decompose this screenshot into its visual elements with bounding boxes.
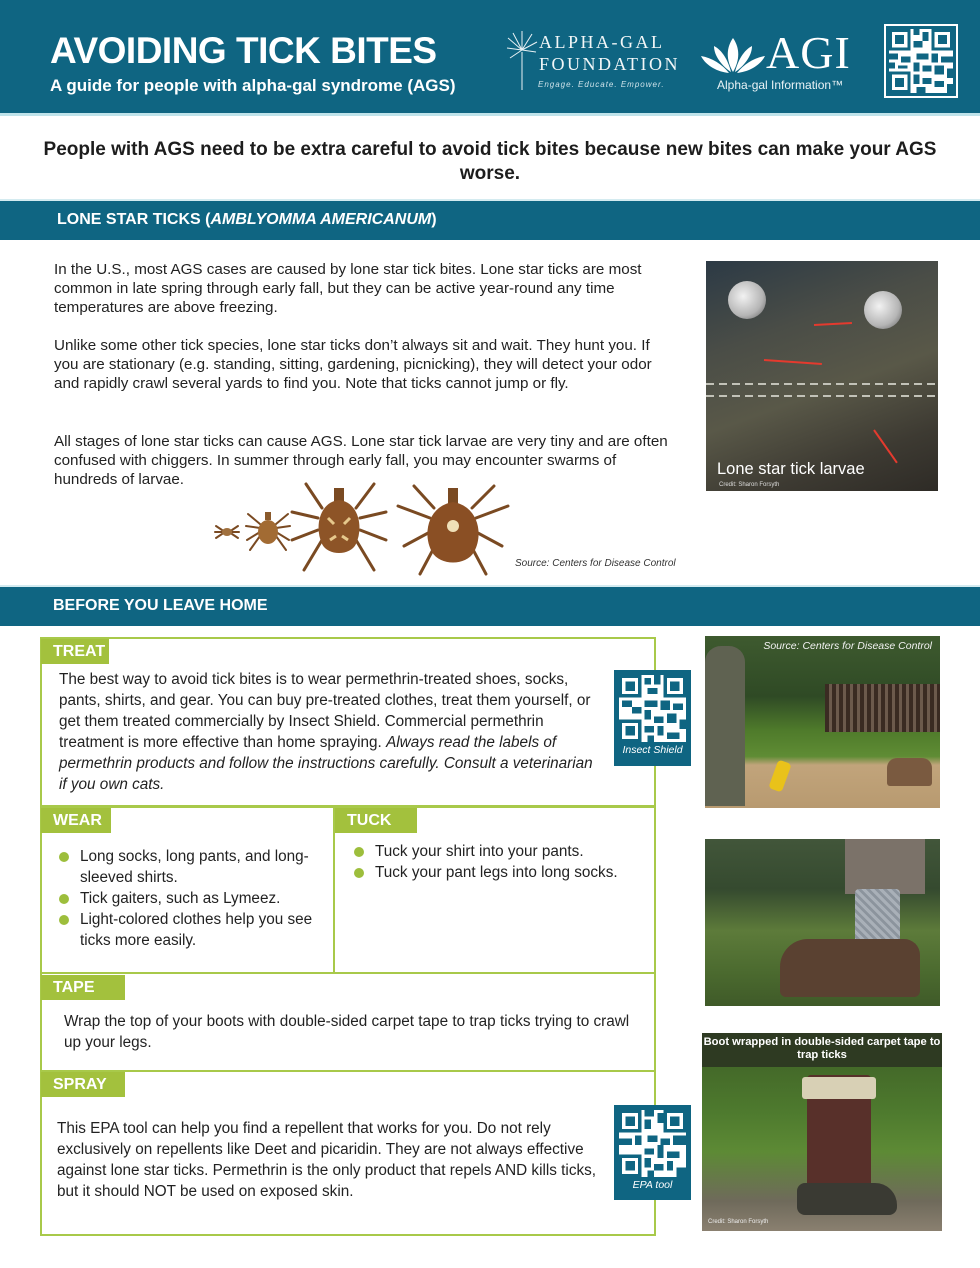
red-arrow-marker bbox=[764, 359, 822, 365]
agf-name-line1: ALPHA-GAL bbox=[539, 32, 665, 52]
taped-boot-photo bbox=[702, 1033, 942, 1231]
list-item: Tick gaiters, such as Lymeez. bbox=[54, 888, 324, 909]
tuck-tag: TUCK bbox=[335, 808, 417, 833]
bullet-icon bbox=[354, 847, 364, 857]
qr-label: EPA tool bbox=[632, 1179, 673, 1191]
tape-tag: TAPE bbox=[41, 975, 125, 1000]
treat-tag: TREAT bbox=[41, 639, 109, 664]
spray-tag: SPRAY bbox=[41, 1072, 125, 1097]
agf-tagline: Engage. Educate. Empower. bbox=[538, 80, 665, 89]
carpet-tape-wrap bbox=[802, 1077, 876, 1099]
section-header-before-you-leave-home bbox=[0, 585, 980, 626]
hiking-boot bbox=[780, 939, 920, 997]
permethrin-spraying-photo bbox=[705, 636, 940, 808]
qr-label: Insect Shield bbox=[622, 744, 683, 756]
lone-star-paragraph-3: All stages of lone star ticks can cause AGS. Lone star tick larvae are very tiny and are often confused with chiggers. In summer through early fall, you may encounter swarms of hundreds of larvae. bbox=[54, 433, 668, 488]
qr-code-icon bbox=[889, 29, 953, 93]
photo-source: Source: Centers for Disease Control bbox=[763, 640, 932, 652]
fence bbox=[825, 684, 940, 732]
boot-foot bbox=[797, 1183, 897, 1215]
red-arrow-marker bbox=[814, 322, 852, 326]
dandelion-icon bbox=[505, 30, 539, 92]
header-banner bbox=[0, 0, 980, 116]
wear-list bbox=[54, 846, 324, 951]
alpha-gal-foundation-logo[interactable] bbox=[505, 30, 690, 92]
photo-credit: Credit: Sharon Forsyth bbox=[719, 482, 780, 488]
bullet-icon bbox=[59, 915, 69, 925]
qr-code-icon bbox=[619, 675, 686, 742]
tuck-list bbox=[349, 841, 649, 883]
bullet-icon bbox=[59, 852, 69, 862]
agf-name-line2: FOUNDATION bbox=[539, 54, 680, 74]
tick-larvae-photo bbox=[706, 261, 938, 491]
tucked-pants-photo bbox=[705, 839, 940, 1006]
list-item: Tuck your shirt into your pants. bbox=[349, 841, 649, 862]
agi-tagline: Alpha-gal Information™ bbox=[717, 78, 844, 92]
intro-statement: People with AGS need to be extra careful to avoid tick bites because new bites can make your AGS worse. bbox=[43, 139, 937, 184]
header-qr-code[interactable] bbox=[884, 24, 958, 98]
lone-star-paragraph-1: In the U.S., most AGS cases are caused by lone star tick bites. Lone star ticks are most common in late spring through early fall, but they can be active year-round any time temperatures are above freezing. bbox=[54, 261, 642, 316]
tape-text: Wrap the top of your boots with double-sided carpet tape to trap ticks trying to crawl up your legs. bbox=[64, 1013, 630, 1051]
list-item: Long socks, long pants, and long-sleeved shirts. bbox=[54, 846, 324, 888]
boot-stitching bbox=[706, 395, 938, 397]
insect-shield-qr-card[interactable] bbox=[614, 670, 691, 766]
epa-tool-qr-card[interactable] bbox=[614, 1105, 691, 1200]
wear-tag: WEAR bbox=[41, 808, 111, 833]
list-item: Light-colored clothes help you see ticks more easily. bbox=[54, 909, 324, 951]
photo-credit: Credit: Sharon Forsyth bbox=[708, 1219, 769, 1225]
spray-text: This EPA tool can help you find a repellent that works for you. Do not rely exclusively on repellents like Deet and picaridin. They are not always effective against lone star ticks. Permethrin is the only product that repels AND kills ticks, but it should NOT be used on exposed skin. bbox=[57, 1120, 597, 1200]
section-title: LONE STAR TICKS (AMBLYOMMA AMERICANUM) bbox=[57, 211, 437, 228]
treat-text: The best way to avoid tick bites is to wear permethrin-treated shoes, socks, pants, shirts, and gear. You can buy pre-treated clothes, treat them yourself, or get them treated commercially by Insect Shield. Commercial permethrin treatment is more effective than home spraying. Always read the labels of permethrin products and follow the instructions carefully. Consult a veterinarian if you own cats. bbox=[59, 671, 593, 793]
agi-wordmark: AGI bbox=[766, 27, 851, 78]
red-arrow-marker bbox=[873, 429, 898, 463]
spray-can bbox=[768, 760, 791, 793]
page-subtitle: A guide for people with alpha-gal syndrome (AGS) bbox=[50, 76, 456, 95]
qr-code-icon bbox=[619, 1110, 686, 1177]
photo-banner: Boot wrapped in double-sided carpet tape to trap ticks bbox=[702, 1033, 942, 1067]
lotus-icon bbox=[700, 36, 766, 76]
agi-logo[interactable] bbox=[700, 27, 870, 94]
lone-star-paragraph-2: Unlike some other tick species, lone star ticks don’t always sit and wait. They hunt you. If you are stationary (e.g. standing, sitting, gardening, picnicking), they will detect your odor and rapidly crawl several yards to find you. Note that ticks cannot jump or fly. bbox=[54, 337, 652, 392]
bullet-icon bbox=[354, 868, 364, 878]
tick-life-stages-illustration bbox=[210, 478, 530, 578]
boot-stitching bbox=[706, 383, 938, 385]
photo-caption: Lone star tick larvae bbox=[717, 460, 865, 478]
bullet-icon bbox=[59, 894, 69, 904]
pant-leg bbox=[845, 839, 925, 894]
boots bbox=[887, 758, 932, 786]
illustration-source: Source: Centers for Disease Control bbox=[515, 558, 676, 569]
list-item: Tuck your pant legs into long socks. bbox=[349, 862, 649, 883]
section-header-lone-star-ticks bbox=[0, 199, 980, 240]
page-title: AVOIDING TICK BITES bbox=[50, 30, 437, 71]
boot-rivet bbox=[864, 291, 902, 329]
boot-rivet bbox=[728, 281, 766, 319]
person bbox=[705, 646, 745, 806]
section-title: BEFORE YOU LEAVE HOME bbox=[53, 597, 268, 614]
